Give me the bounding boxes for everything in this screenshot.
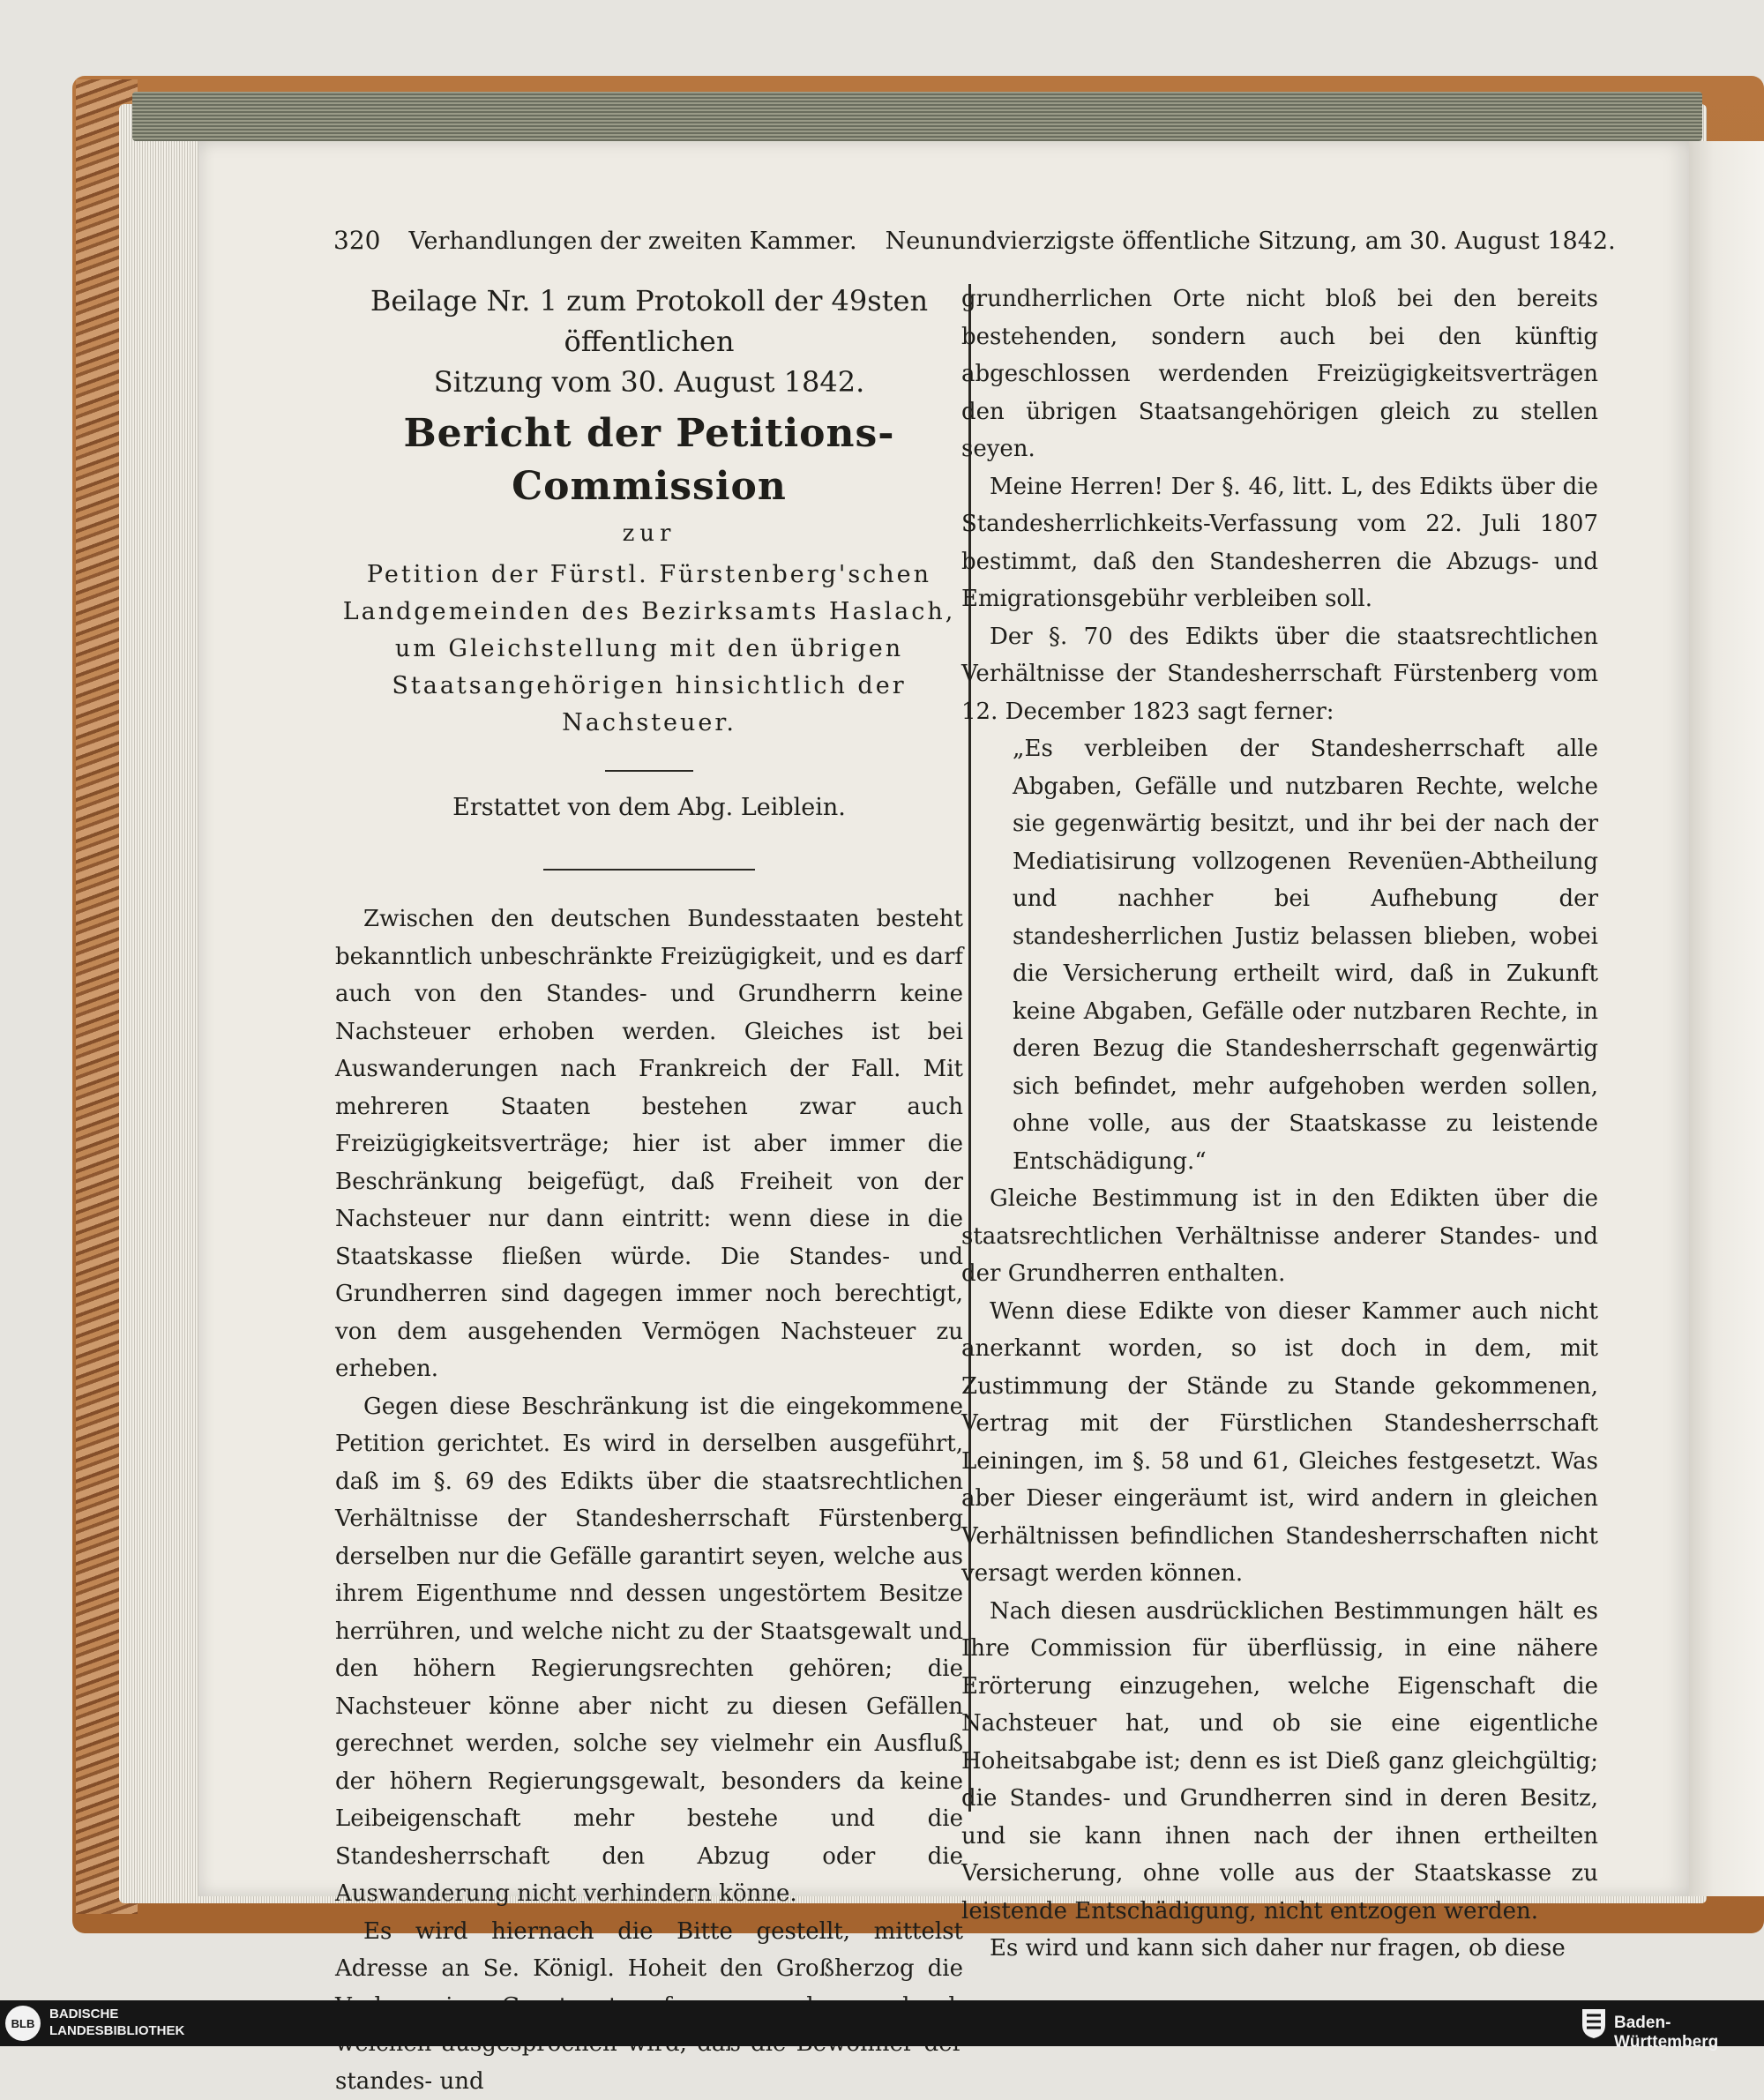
report-title: Bericht der Petitions-Commission: [335, 407, 963, 513]
zur-word: zur: [335, 515, 963, 553]
paragraph-freizuegigkeit: Zwischen den deutschen Bundesstaaten besteht bekanntlich unbeschränkte Freizügigkeit, und es darf auch von den Standes- und Grundherrn keine Nachsteuer erhoben werden. Gleiches ist bei Auswanderungen nach Frankreich der Fall. Mit mehreren Staaten bestehen zwar auch Freizügigkeitsverträge; hier ist aber immer die Beschränkung beigefügt, daß Freiheit von der Nachsteuer nur dann eintritt: wenn diese in die Staatskasse fließen würde. Die Standes- und Grundherren sind dagegen immer noch berechtigt, von dem ausgehenden Vermögen Nachsteuer zu erheben.: [335, 901, 963, 1388]
page-number: 320: [333, 226, 380, 255]
edict-quotation: „Es verbleiben der Standesherrschaft alle Abgaben, Gefälle und nutzbaren Rechte, welche sie gegenwärtig besitzt, und ihr bei der nach der Mediatisirung vollzogenen Revenüen-Abtheilung und nachher bei Aufhebung der standesherrlichen Justiz belassen blieben, wobei die Versicherung ertheilt wird, daß in Zukunft keine Abgaben, Gefälle oder nutzbaren Rechte, in deren Bezug die Standesherrschaft gegenwärtig sich befindet, mehr aufgehoben werden sollen, ohne volle, aus der Staatskasse zu leistende Entschädigung.“: [961, 730, 1598, 1180]
left-column: [335, 280, 963, 2100]
paragraph-wenn: Wenn diese Edikte von dieser Kammer auch nicht anerkannt worden, so ist doch in dem, mit Zustimmung der Stände zu Stande gekommenen, Vertrag mit der Fürstlichen Standesherrschaft Leiningen, im §. 58 und 61, Gleiches festgesetzt. Was aber Dieser eingeräumt ist, wird andern in gleichen Verhältnissen befindlichen Standesherrschaften nicht versagt werden können.: [961, 1293, 1598, 1593]
running-title: Verhandlungen der zweiten Kammer.: [408, 228, 856, 255]
page-edges-top: [132, 92, 1702, 141]
paragraph-continuation: grundherrlichen Orte nicht bloß bei den bereits bestehenden, sondern auch bei den künftig abgeschlossen werdenden Freizügigkeitsverträgen den übrigen Staatsangehörigen gleich zu stellen seyen.: [961, 280, 1598, 468]
library-name[interactable]: [49, 2006, 184, 2039]
library-name-line-2: LANDESBIBLIOTHEK: [49, 2022, 184, 2039]
book-gutter: [1680, 141, 1764, 1896]
right-column: [961, 280, 1598, 1968]
paragraph-nach: Nach diesen ausdrücklichen Bestimmungen hält es Ihre Commission für überflüssig, in eine nähere Erörterung einzugehen, welche Eigenschaft die Nachsteuer hat, und ob sie eine eigentliche Hoheitsabgabe ist; denn es ist Dieß ganz gleichgültig; die Standes- und Grundherren sind in deren Besitz, und sie kann ihnen nach der ihnen ertheilten Versicherung, ohne volle aus der Staatskasse zu leistende Entschädigung, nicht entzogen werden.: [961, 1593, 1598, 1931]
paragraph-edikt-70: Der §. 70 des Edikts über die staatsrechtlichen Verhältnisse der Standesherrschaft Fürstenberg vom 12. December 1823 sagt ferner:: [961, 618, 1598, 731]
petition-subject: Petition der Fürstl. Fürstenberg'schen Landgemeinden des Bezirksamts Haslach, um Gleichstellung mit den übrigen Staatsangehörigen hinsichtlich der Nachsteuer.: [335, 557, 963, 742]
paragraph-meine-herren: Meine Herren! Der §. 46, litt. L, des Edikts über die Standesherrlichkeits-Verfassung vom 22. Juli 1807 bestimmt, daß den Standesherren die Abzugs- und Emigrationsgebühr verbleiben soll.: [961, 468, 1598, 618]
library-name-line-1: BADISCHE: [49, 2006, 184, 2022]
paragraph-gleiche: Gleiche Bestimmung ist in den Edikten über die staatsrechtlichen Verhältnisse anderer Standes- und der Grundherren enthalten.: [961, 1180, 1598, 1293]
section-divider: [543, 869, 755, 871]
paragraph-es-wird: Es wird und kann sich daher nur fragen, ob diese: [961, 1930, 1598, 1968]
reporter-line: Erstattet von dem Abg. Leiblein.: [335, 789, 963, 827]
beilage-heading: [335, 280, 963, 402]
session-title: Neunundvierzigste öffentliche Sitzung, am 30. August 1842.: [886, 228, 1616, 255]
lion-crest-icon: [1581, 2007, 1607, 2039]
footer-bar: [0, 2000, 1764, 2046]
beilage-line-2: Sitzung vom 30. August 1842.: [335, 362, 963, 402]
short-divider: [605, 770, 693, 772]
paragraph-beschraenkung: Gegen diese Beschränkung ist die eingekommene Petition gerichtet. Es wird in derselben ausgeführt, daß im §. 69 des Edikts über die staatsrechtlichen Verhältnisse der Standesherrschaft Fürstenberg derselben nur die Gefälle garantirt seyen, welche aus ihrem Eigenthume nnd dessen ungestörtem Besitze herrühren, und welche nicht zu der Staatsgewalt und den höhern Regierungsrechten gehören; die Nachsteuer könne aber nicht zu diesen Gefällen gerechnet werden, solche sey vielmehr ein Ausfluß der höhern Regierungsgewalt, besonders da keine Leibeigenschaft mehr bestehe und die Standesherrschaft den Abzug oder die Auswanderung nicht verhindern könne.: [335, 1388, 963, 1913]
beilage-line-1: Beilage Nr. 1 zum Protokoll der 49sten öffentlichen: [335, 280, 963, 362]
state-name[interactable]: Baden-Württemberg: [1614, 2014, 1764, 2052]
running-header: [333, 226, 1506, 261]
blb-logo-icon[interactable]: BLB: [5, 2006, 41, 2041]
paragraph-bitte: Es wird hiernach die Bitte gestellt, mittelst Adresse an Se. Königl. Hoheit den Großherzog die standes- und: [335, 1913, 963, 2100]
